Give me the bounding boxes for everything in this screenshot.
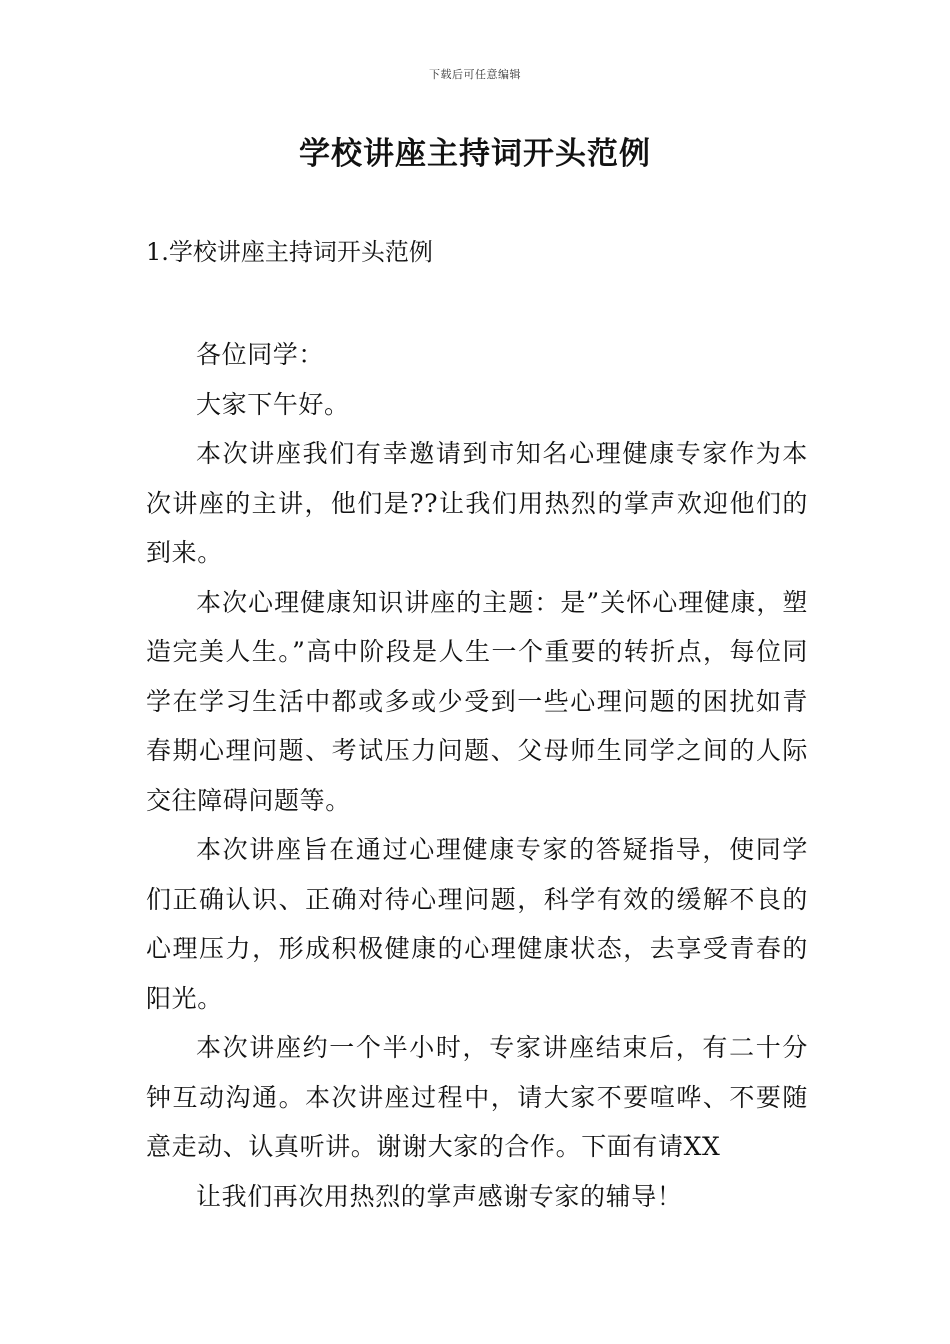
paragraph-closing-thanks: 让我们再次用热烈的掌声感谢专家的辅导！ — [196, 1181, 683, 1211]
document-title: 学校讲座主持词开头范例 — [299, 136, 651, 172]
paragraph-lecture-purpose: 本次讲座旨在通过心理健康专家的答疑指导，使同学们正确认识、正确对待心理问题，科学有效的缓解不良的心理压力，形成积极健康的心理健康状态，去享受青春的阳光。 — [146, 835, 808, 1013]
document-body — [146, 330, 808, 1221]
paragraph-lecture-rules: 本次讲座约一个半小时，专家讲座结束后，有二十分钟互动沟通。本次讲座过程中，请大家不要喧哗、不要随意走动、认真听讲。谢谢大家的合作。下面有请XX — [146, 1033, 808, 1161]
paragraph-lecture-theme: 本次心理健康知识讲座的主题：是”关怀心理健康，塑造完美人生。”高中阶段是人生一个重要的转折点，每位同学在学习生活中都或多或少受到一些心理问题的困扰如青春期心理问题、考试压力问题、父母师生同学之间的人际交往障碍问题等。 — [146, 587, 808, 815]
header-note: 下载后可任意编辑 — [429, 68, 521, 81]
paragraph-introduce-experts: 本次讲座我们有幸邀请到市知名心理健康专家作为本次讲座的主讲，他们是??让我们用热烈的掌声欢迎他们的到来。 — [146, 439, 808, 567]
paragraph-greeting: 各位同学： — [196, 340, 325, 369]
paragraph-good-afternoon: 大家下午好。 — [196, 389, 350, 419]
section-heading: 1.学校讲座主持词开头范例 — [146, 238, 433, 266]
